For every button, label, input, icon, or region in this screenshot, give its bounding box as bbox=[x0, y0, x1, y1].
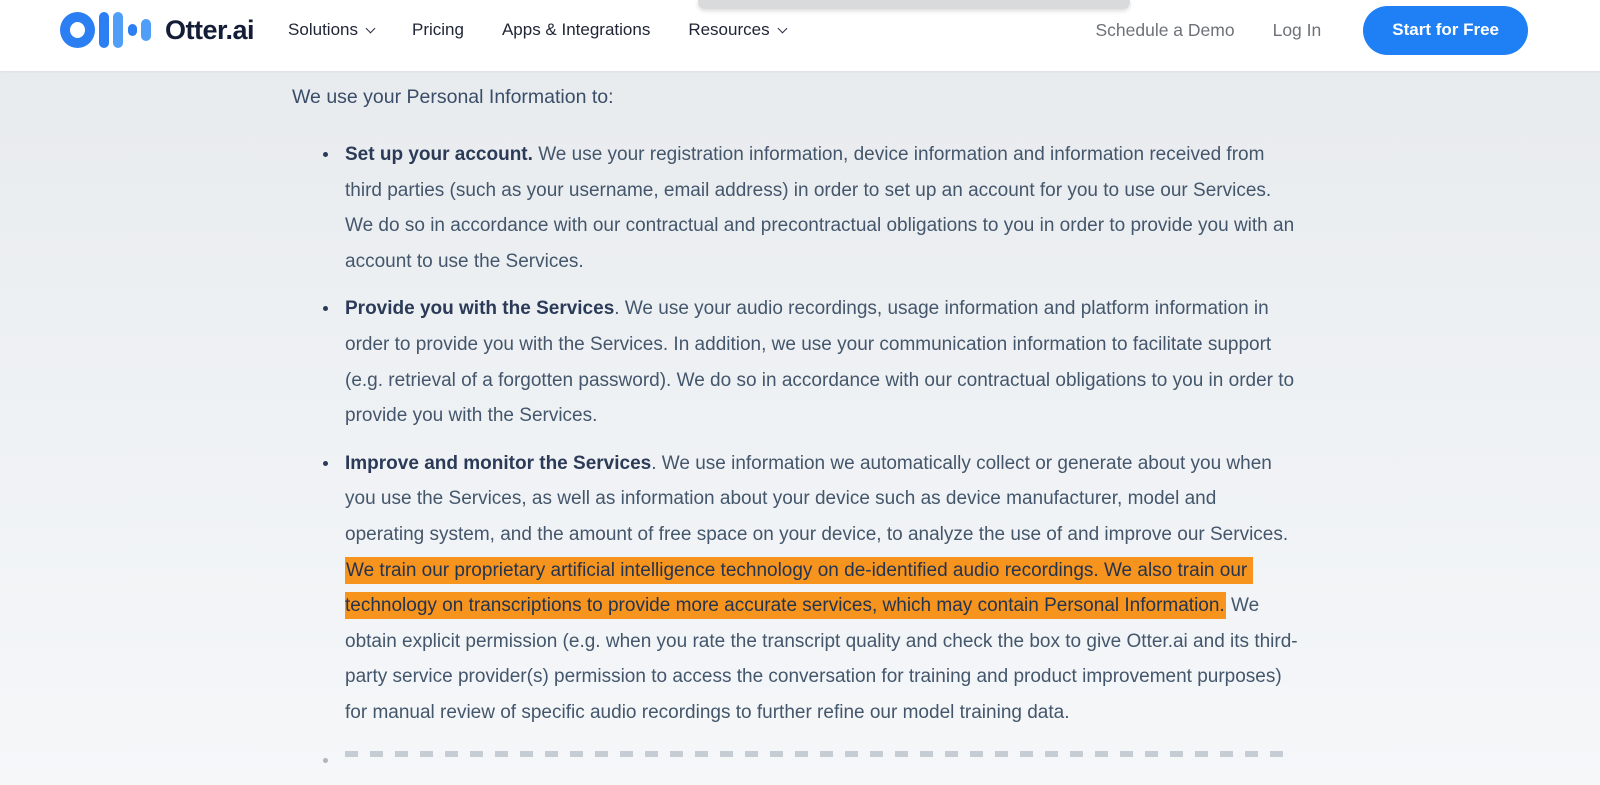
otter-logo[interactable] bbox=[60, 12, 254, 48]
cutoff-overlay-bar bbox=[698, 0, 1130, 9]
section-intro: We use your Personal Information to: bbox=[292, 86, 614, 108]
list-item bbox=[323, 291, 1600, 433]
schedule-demo-link[interactable]: Schedule a Demo bbox=[1095, 19, 1235, 40]
login-link[interactable]: Log In bbox=[1272, 19, 1322, 40]
bullet-icon bbox=[323, 306, 328, 311]
bullet-icon bbox=[323, 152, 328, 157]
top-navbar bbox=[0, 0, 1600, 71]
start-for-free-button[interactable]: Start for Free bbox=[1363, 6, 1528, 55]
logo-bar-3 bbox=[141, 19, 151, 41]
logo-o-ring bbox=[60, 12, 95, 48]
bullet-icon bbox=[323, 461, 328, 466]
logo-bar-1 bbox=[99, 12, 109, 48]
bullet-lead: Set up your account. bbox=[345, 144, 533, 165]
bullet-body: We use your registration information, device information and information received from third parties (such as your username, email address) in order to set up an account for you to use our Services. We do so in accordance with our contractual and precontractual obligations to you in order to provide you with an account to use the Services. bbox=[345, 144, 1300, 272]
nav-item-solutions[interactable]: Solutions bbox=[288, 20, 374, 40]
bullet-body: . We use information we automatically collect or generate about you when you use the Services, as well as information about your device such as device manufacturer, model and operating system, and the amount of free space on your device, to analyze the use of and improve our Services. bbox=[345, 452, 1294, 545]
bullet-provide-services bbox=[345, 291, 1300, 433]
chevron-down-icon bbox=[366, 24, 376, 34]
nav-item-resources[interactable]: Resources bbox=[688, 20, 785, 40]
list-item-clipped bbox=[323, 743, 1600, 763]
bullet-lead: Provide you with the Services bbox=[345, 298, 615, 320]
bullet-body: . We use your audio recordings, usage information and platform information in order to provide you with the Services. In addition, we use your communication information to facilitate support (e.g. retrieval of a forgotten password). We do so in accordance with our contractual obligations to you in order to provide you with the Services. bbox=[345, 298, 1300, 427]
bullet-body: We obtain explicit permission (e.g. when you rate the transcript quality and check the box to give Otter.ai and its third-party service provider(s) permission to access the conversation for training and product improvement purposes) for manual review of specific audio recordings to further refine our model training data. bbox=[345, 595, 1298, 723]
logo-bar-2 bbox=[113, 12, 123, 48]
highlighted-text: We train our proprietary artificial intelligence technology on de-identified audio recordings. We also train our technology on transcriptions to provide more accurate services, which may contain Personal Information. bbox=[345, 557, 1253, 620]
logo-dot bbox=[128, 24, 137, 36]
bullet-icon bbox=[323, 758, 328, 763]
bullet-improve-monitor bbox=[345, 446, 1300, 731]
nav-item-pricing[interactable]: Pricing bbox=[411, 20, 464, 39]
clipped-next-line bbox=[345, 751, 1285, 757]
policy-bullet-list bbox=[292, 137, 1600, 763]
list-item bbox=[323, 446, 1600, 731]
logo-wordmark: Otter.ai bbox=[165, 14, 255, 45]
otter-logo-mark-icon bbox=[60, 12, 151, 48]
primary-nav bbox=[288, 20, 786, 40]
privacy-policy-content bbox=[0, 71, 1600, 785]
list-item bbox=[323, 137, 1600, 279]
bullet-setup-account bbox=[345, 137, 1300, 279]
nav-right-cluster bbox=[1095, 6, 1528, 55]
bullet-lead: Improve and monitor the Services bbox=[345, 452, 652, 474]
chevron-down-icon bbox=[777, 24, 787, 34]
nav-item-apps-integrations[interactable]: Apps & Integrations bbox=[501, 20, 651, 39]
